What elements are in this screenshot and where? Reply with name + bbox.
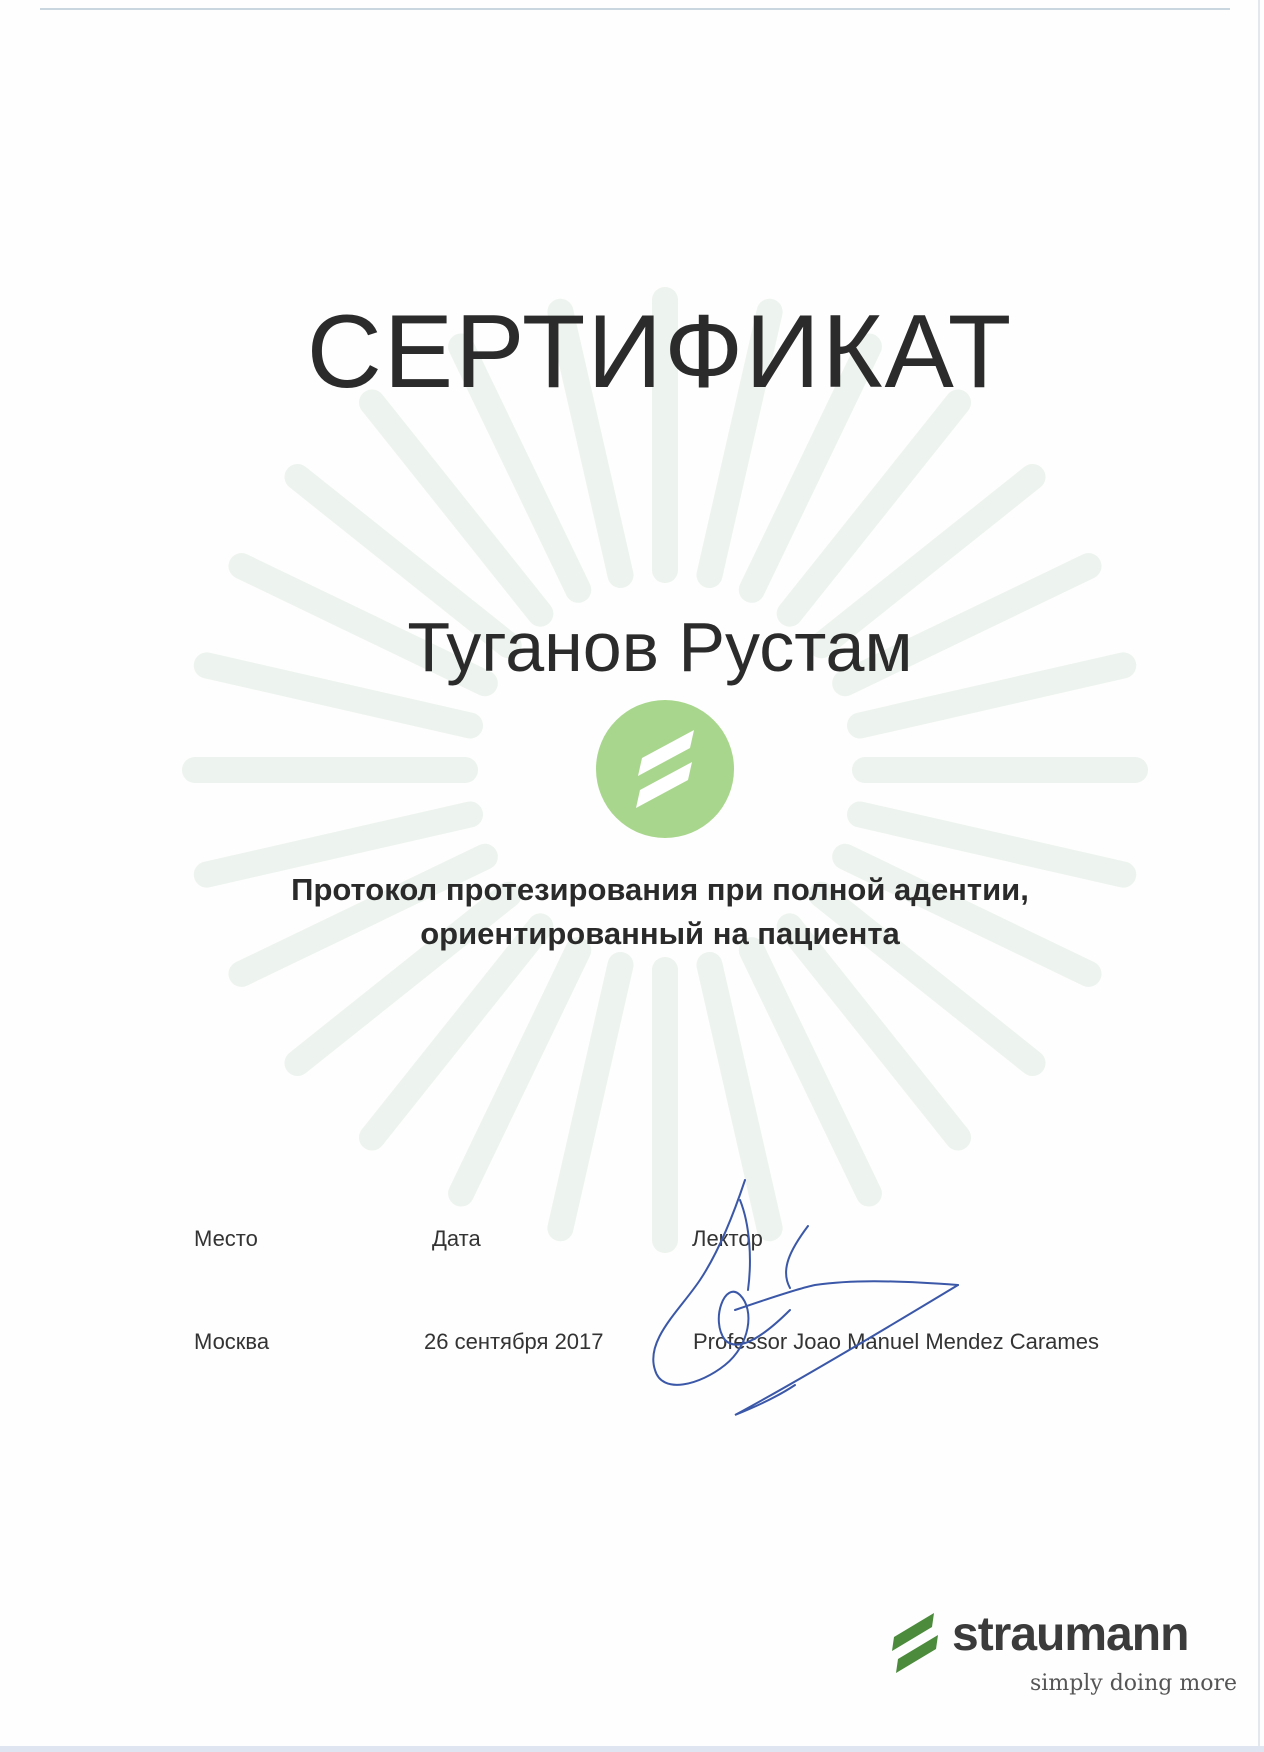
- background-ray: [207, 815, 470, 875]
- brand-name: straumann: [952, 1608, 1189, 1661]
- background-ray: [860, 815, 1123, 875]
- straumann-logo: [890, 1605, 1237, 1715]
- course-name: [0, 868, 1264, 956]
- lecturer-label: Лектор: [692, 1226, 763, 1251]
- date-label: Дата: [432, 1226, 481, 1251]
- certificate-title: СЕРТИФИКАТ: [306, 294, 1014, 410]
- place-value: Москва: [194, 1329, 270, 1354]
- straumann-logo-mark-icon: [890, 1611, 950, 1685]
- background-ray: [560, 965, 620, 1228]
- straumann-emblem-icon: [596, 700, 734, 838]
- place-label: Место: [194, 1226, 258, 1251]
- course-name-line-1: Протокол протезирования при полной адентии,: [291, 872, 1029, 907]
- lecturer-signature: [640, 1170, 980, 1430]
- lecturer-value: Professor Joao Manuel Mendez Carames: [693, 1329, 1099, 1354]
- course-name-line-2: ориентированный на пациента: [420, 916, 900, 951]
- recipient-name: Туганов Рустам: [407, 608, 913, 686]
- brand-tagline: simply doing more: [1030, 1671, 1237, 1696]
- date-value: 26 сентября 2017: [424, 1329, 604, 1354]
